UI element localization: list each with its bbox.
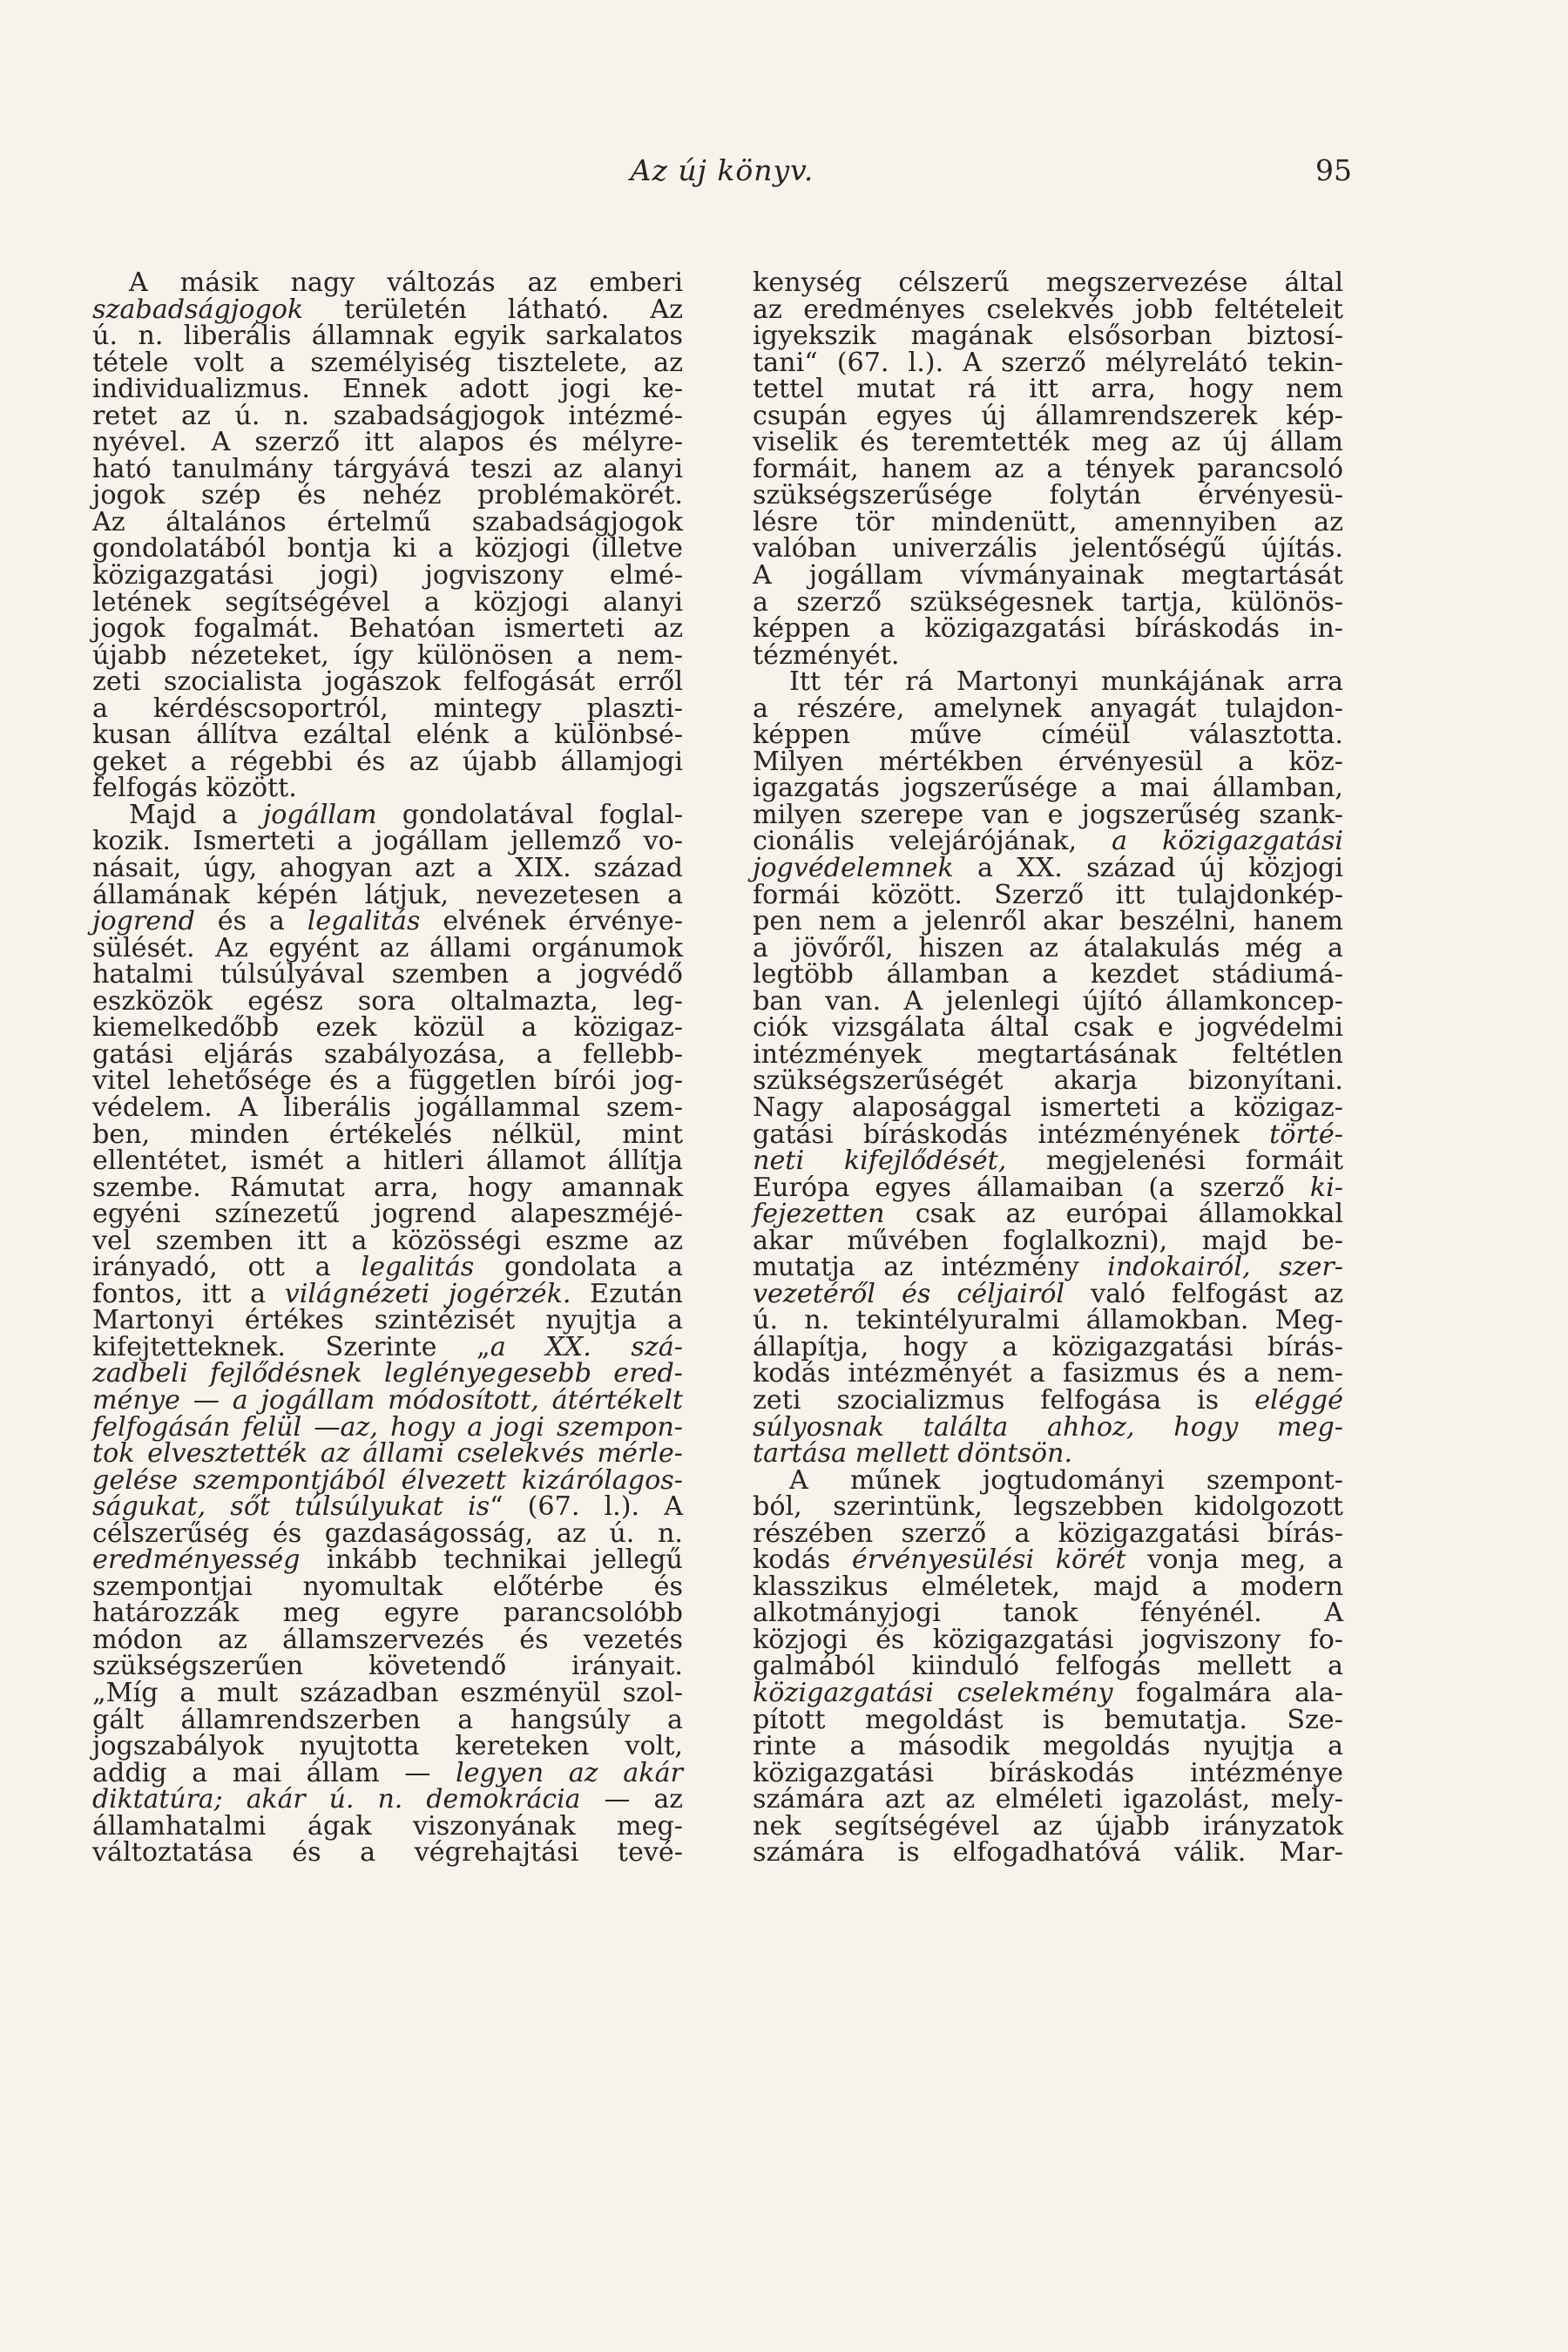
text-line bbox=[92, 855, 683, 882]
text-span: pított megoldást is bemutatja. Sze- bbox=[753, 1704, 1343, 1735]
text-line bbox=[753, 294, 1343, 325]
text-line bbox=[753, 1305, 1343, 1336]
italic-text: legyen az akár bbox=[455, 1757, 683, 1788]
italic-text: ságukat, sőt túlsúlyukat is bbox=[92, 1491, 490, 1523]
text-span: viselik és teremtették meg az új állam bbox=[753, 427, 1343, 458]
text-line bbox=[92, 722, 683, 749]
text-line bbox=[92, 453, 683, 484]
text-line bbox=[92, 1148, 683, 1175]
text-line bbox=[92, 294, 683, 325]
text-line bbox=[92, 959, 683, 990]
text-span: területén látható. Az bbox=[303, 294, 683, 325]
text-line bbox=[92, 1438, 683, 1470]
text-line bbox=[753, 560, 1343, 591]
text-line bbox=[753, 1384, 1343, 1416]
text-line bbox=[92, 400, 683, 431]
text-line bbox=[753, 1837, 1343, 1869]
text-line bbox=[92, 1600, 683, 1627]
text-line bbox=[92, 1305, 683, 1336]
text-span: gondolatával foglal- bbox=[376, 799, 683, 830]
text-line bbox=[753, 506, 1343, 537]
text-span: szembe. Rámutat arra, hogy amannak bbox=[92, 1172, 683, 1203]
text-span: államának képén látjuk, nevezetesen a bbox=[92, 879, 683, 910]
text-span: egyéni színezetű jogrend alapeszméjé- bbox=[92, 1199, 683, 1230]
text-span: védelem. A liberális jogállammal szem- bbox=[92, 1092, 683, 1123]
italic-text: zadbeli fejlődésnek leglényegesebb ered- bbox=[92, 1358, 683, 1389]
text-line bbox=[753, 533, 1343, 564]
text-span: gondolatából bontja ki a közjogi (illetve bbox=[92, 533, 683, 564]
text-line bbox=[753, 323, 1343, 350]
text-line bbox=[753, 480, 1343, 511]
text-span: Itt tér rá Martonyi munkájának arra bbox=[789, 666, 1343, 698]
text-span: ciók vizsgálata által csak e jogvédelmi bbox=[753, 1012, 1343, 1044]
text-line bbox=[92, 932, 683, 963]
text-span: A másik nagy változás az emberi bbox=[129, 267, 683, 298]
text-line bbox=[92, 1677, 683, 1708]
italic-text: diktatúra; akár ú. n. demokrácia bbox=[92, 1784, 581, 1815]
text-line bbox=[753, 1148, 1343, 1175]
text-line bbox=[753, 1012, 1343, 1044]
text-span: násait, úgy, ahogyan azt a XIX. század bbox=[92, 853, 683, 884]
text-line bbox=[92, 1092, 683, 1123]
text-span: alkotmányjogi tanok fényénél. A bbox=[753, 1598, 1343, 1629]
italic-text: ki- bbox=[1309, 1172, 1343, 1203]
right-text-column bbox=[753, 267, 1343, 1869]
text-span: ú. n. liberális államnak egyik sarkalatos bbox=[92, 321, 683, 352]
text-line bbox=[92, 1201, 683, 1228]
text-span: fontos, itt a bbox=[92, 1278, 285, 1309]
text-line bbox=[753, 1810, 1343, 1842]
text-span: tézményét. bbox=[753, 639, 900, 671]
text-span: Martonyi értékes szintézisét nyujtja a bbox=[92, 1305, 683, 1336]
text-span: való felfogást az bbox=[1064, 1278, 1343, 1309]
text-line bbox=[92, 1358, 683, 1389]
text-span: fogalmára ala- bbox=[1112, 1677, 1343, 1708]
text-line bbox=[753, 879, 1343, 910]
text-line bbox=[92, 267, 683, 298]
text-span: tettel mutat rá itt arra, hogy nem bbox=[753, 374, 1343, 405]
text-span: vonja meg, a bbox=[1125, 1544, 1343, 1576]
text-line bbox=[92, 1837, 683, 1869]
text-span: lésre tör mindenütt, amennyiben az bbox=[753, 506, 1343, 537]
text-line bbox=[753, 429, 1343, 456]
text-line bbox=[753, 932, 1343, 963]
text-line bbox=[92, 347, 683, 378]
text-span: formái között. Szerző itt tulajdonkép- bbox=[753, 879, 1343, 910]
text-span: szempontjai nyomultak előtérbe és bbox=[92, 1571, 683, 1602]
italic-text: súlyosnak találta ahhoz, hogy meg- bbox=[753, 1411, 1343, 1443]
text-span: számára is elfogadhatóvá válik. Mar- bbox=[753, 1837, 1343, 1869]
text-span: „Míg a mult században eszményül szol- bbox=[92, 1677, 683, 1708]
text-span: mutatja az intézmény bbox=[753, 1252, 1108, 1283]
italic-text: jogállam bbox=[262, 799, 377, 830]
text-line bbox=[92, 1172, 683, 1203]
text-span: tétele volt a személyiség tisztelete, az bbox=[92, 347, 683, 378]
text-span: Európa egyes államaiban (a szerző bbox=[753, 1172, 1310, 1203]
text-span: intézmények megtartásának feltétlen bbox=[753, 1038, 1343, 1070]
running-title: Az új könyv. bbox=[630, 153, 814, 187]
text-span: az eredményes cselekvés jobb feltételeit bbox=[753, 294, 1343, 325]
text-span: közigazgatási bíráskodás intézménye bbox=[753, 1757, 1343, 1788]
text-line bbox=[753, 1571, 1343, 1602]
text-line bbox=[753, 267, 1343, 298]
text-line bbox=[92, 1225, 683, 1256]
text-line bbox=[753, 828, 1343, 855]
text-line bbox=[753, 586, 1343, 618]
text-span: addig a mai állam — bbox=[92, 1757, 456, 1788]
text-line bbox=[92, 1757, 683, 1788]
text-span: valóban univerzális jelentőségű újítás. bbox=[753, 533, 1343, 564]
left-text-column bbox=[92, 267, 683, 1869]
text-line bbox=[753, 1757, 1343, 1788]
text-span: igyekszik magának elsősorban biztosí- bbox=[753, 321, 1343, 352]
text-line bbox=[753, 746, 1343, 777]
text-span: ú. n. tekintélyuralmi államokban. Meg- bbox=[753, 1305, 1343, 1336]
text-line bbox=[92, 775, 683, 802]
text-span: A jogállam vívmányainak megtartását bbox=[753, 560, 1343, 591]
text-span: Nagy alaposággal ismerteti a közigaz- bbox=[753, 1092, 1343, 1123]
italic-text: eredményesség bbox=[92, 1544, 301, 1576]
text-line bbox=[92, 1464, 683, 1496]
text-line bbox=[753, 1119, 1343, 1150]
text-line bbox=[92, 639, 683, 671]
text-span: elvének érvénye- bbox=[420, 906, 683, 937]
text-line bbox=[753, 1544, 1343, 1576]
text-span: kifejtetteknek. Szerinte „ bbox=[92, 1331, 490, 1362]
italic-text: érvényesülési körét bbox=[851, 1544, 1126, 1576]
text-span: Ezután bbox=[571, 1278, 683, 1309]
text-span: rinte a második megoldás nyujtja a bbox=[753, 1731, 1343, 1762]
italic-text: jogvédelemnek bbox=[753, 853, 954, 884]
text-line bbox=[92, 1491, 683, 1523]
text-line bbox=[753, 1172, 1343, 1203]
text-line bbox=[92, 906, 683, 937]
text-line bbox=[92, 1517, 683, 1549]
text-line bbox=[753, 722, 1343, 749]
text-line bbox=[753, 1225, 1343, 1256]
text-span: — az bbox=[580, 1784, 683, 1815]
text-line bbox=[92, 1254, 683, 1281]
text-span: kodás bbox=[753, 1544, 852, 1576]
text-line bbox=[753, 1704, 1343, 1735]
text-line bbox=[92, 506, 683, 537]
text-span: felfogás között. bbox=[92, 773, 297, 804]
text-span: nek segítségével az újabb irányzatok bbox=[753, 1810, 1343, 1842]
text-line bbox=[92, 1731, 683, 1762]
text-span: képpen a közigazgatási bíráskodás in- bbox=[753, 613, 1343, 645]
text-span: gondolata a bbox=[474, 1252, 683, 1283]
text-span: retet az ú. n. szabadságjogok intézmé- bbox=[92, 400, 683, 431]
text-span: tani“ (67. l.). A szerző mélyrelátó tekin- bbox=[753, 347, 1343, 378]
italic-text: ménye — a jogállam módosított, átértékelt bbox=[92, 1384, 683, 1416]
text-line bbox=[753, 1201, 1343, 1228]
text-span: ellentétet, ismét a hitleri államot állítja bbox=[92, 1146, 683, 1177]
text-line bbox=[92, 1704, 683, 1735]
text-span: galmából kiinduló felfogás mellett a bbox=[753, 1651, 1343, 1682]
text-line bbox=[753, 613, 1343, 645]
text-line bbox=[753, 1600, 1343, 1627]
text-line bbox=[753, 959, 1343, 990]
text-line bbox=[753, 1331, 1343, 1362]
text-line bbox=[753, 1411, 1343, 1443]
text-span: megjelenési formáit bbox=[1006, 1146, 1343, 1177]
text-span: képpen műve címéül választotta. bbox=[753, 720, 1343, 751]
text-line bbox=[753, 1624, 1343, 1655]
text-line bbox=[92, 1119, 683, 1150]
italic-text: vezetéről és céljairól bbox=[753, 1278, 1065, 1309]
text-span: vel szemben itt a közösségi eszme az bbox=[92, 1225, 683, 1256]
text-span: határozzák meg egyre parancsolóbb bbox=[92, 1598, 683, 1629]
text-span: milyen szerepe van e jogszerűség szank- bbox=[753, 799, 1343, 830]
text-span: jogok fogalmát. Behatóan ismerteti az bbox=[92, 613, 683, 645]
text-span: gatási bíráskodás intézményének bbox=[753, 1119, 1270, 1150]
text-span: szükségszerűen követendő irányait. bbox=[92, 1651, 683, 1682]
text-line bbox=[92, 879, 683, 910]
italic-text: indokairól, szer- bbox=[1107, 1252, 1343, 1283]
text-line bbox=[92, 693, 683, 724]
italic-text: felfogásán felül —az, hogy a jogi szempon- bbox=[92, 1411, 683, 1443]
text-span: pen nem a jelenről akar beszélni, hanem bbox=[753, 906, 1343, 937]
text-line bbox=[753, 1038, 1343, 1070]
text-line bbox=[92, 1571, 683, 1602]
text-span: nyével. A szerző itt alapos és mélyre- bbox=[92, 427, 683, 458]
text-span: akar művében foglalkozni), majd be- bbox=[753, 1225, 1343, 1256]
text-span: újabb nézeteket, így különösen a nem- bbox=[92, 639, 683, 671]
text-line bbox=[753, 1358, 1343, 1389]
text-span: célszerűség és gazdaságosság, az ú. n. bbox=[92, 1517, 683, 1549]
text-line bbox=[753, 1677, 1343, 1708]
text-line bbox=[92, 1784, 683, 1815]
text-line bbox=[753, 799, 1343, 830]
text-span: jogszabályok nyujtotta kereteken volt, bbox=[92, 1731, 683, 1762]
text-span: kenység célszerű megszervezése által bbox=[753, 267, 1343, 298]
text-span: geket a régebbi és az újabb államjogi bbox=[92, 746, 683, 777]
text-line bbox=[92, 799, 683, 830]
text-span: zeti szocializmus felfogása is bbox=[753, 1384, 1255, 1416]
text-span: igazgatás jogszerűsége a mai államban, bbox=[753, 773, 1343, 804]
text-line bbox=[753, 400, 1343, 431]
text-span: hatalmi túlsúlyával szemben a jogvédő bbox=[92, 959, 683, 990]
text-span: és a bbox=[194, 906, 308, 937]
text-line bbox=[753, 1653, 1343, 1680]
text-line bbox=[92, 533, 683, 564]
text-span: jogok szép és nehéz problémakörét. bbox=[92, 480, 683, 511]
text-span: “ (67. l.). A bbox=[490, 1491, 683, 1523]
text-line bbox=[753, 693, 1343, 724]
text-span: csupán egyes új államrendszerek kép- bbox=[753, 400, 1343, 431]
text-span: kusan állítva ezáltal elénk a különbsé- bbox=[92, 720, 683, 751]
text-line bbox=[753, 1464, 1343, 1496]
italic-text: közigazgatási cselekmény bbox=[753, 1677, 1113, 1708]
text-span: zeti szocialista jogászok felfogását erről bbox=[92, 666, 683, 698]
text-span: a részére, amelynek anyagát tulajdon- bbox=[753, 693, 1343, 724]
text-line bbox=[753, 453, 1343, 484]
text-line bbox=[753, 985, 1343, 1017]
text-line bbox=[753, 666, 1343, 698]
text-line bbox=[753, 1731, 1343, 1762]
italic-text: világnézeti jogérzék. bbox=[284, 1278, 571, 1309]
text-line bbox=[92, 586, 683, 618]
text-span: szükségszerűségét akarja bizonyítani. bbox=[753, 1065, 1343, 1097]
text-span: A műnek jogtudományi szempont- bbox=[789, 1464, 1343, 1496]
text-line bbox=[92, 480, 683, 511]
text-line bbox=[92, 1653, 683, 1680]
text-span: közigazgatási jogi) jogviszony elmé- bbox=[92, 560, 683, 591]
text-span: cionális velejárójának, bbox=[753, 826, 1112, 857]
italic-text: a közigazgatási bbox=[1112, 826, 1343, 857]
text-span: letének segítségével a közjogi alanyi bbox=[92, 586, 683, 618]
italic-text: jogrend bbox=[92, 906, 195, 937]
text-span: gatási eljárás szabályozása, a fellebb- bbox=[92, 1038, 683, 1070]
text-span: gált államrendszerben a hangsúly a bbox=[92, 1704, 683, 1735]
text-line bbox=[753, 906, 1343, 937]
text-line bbox=[753, 1278, 1343, 1309]
text-line bbox=[92, 560, 683, 591]
text-line bbox=[92, 1624, 683, 1655]
text-line bbox=[92, 1411, 683, 1443]
text-line bbox=[92, 1065, 683, 1097]
text-line bbox=[92, 666, 683, 698]
text-line bbox=[92, 1810, 683, 1842]
text-span: ben, minden értékelés nélkül, mint bbox=[92, 1119, 683, 1150]
text-span: sülését. Az egyént az állami orgánumok bbox=[92, 932, 683, 963]
italic-text: a XX. szá- bbox=[490, 1331, 683, 1362]
text-span: kodás intézményét a fasizmus és a nem- bbox=[753, 1358, 1343, 1389]
italic-text: szabadságjogok bbox=[92, 294, 304, 325]
text-span: inkább technikai jellegű bbox=[300, 1544, 683, 1576]
text-line bbox=[753, 1517, 1343, 1549]
text-span: csak az európai államokkal bbox=[884, 1199, 1343, 1230]
italic-text: neti kifejlődését, bbox=[753, 1146, 1007, 1177]
text-span: Az általános értelmű szabadságjogok bbox=[92, 506, 683, 537]
text-span: részében szerző a közigazgatási bírás- bbox=[753, 1517, 1343, 1549]
text-span: kozik. Ismerteti a jogállam jellemző vo- bbox=[92, 826, 683, 857]
text-line bbox=[753, 775, 1343, 802]
text-span: ban van. A jelenlegi újító államkoncep- bbox=[753, 985, 1343, 1017]
text-line bbox=[92, 376, 683, 403]
text-line bbox=[753, 639, 1343, 671]
text-line bbox=[753, 1254, 1343, 1281]
text-span: módon az államszervezés és vezetés bbox=[92, 1624, 683, 1655]
text-span: vitel lehetősége és a független bírói jog- bbox=[92, 1065, 683, 1097]
text-line bbox=[92, 1278, 683, 1309]
text-span: közjogi és közigazgatási jogviszony fo- bbox=[753, 1624, 1343, 1655]
text-line bbox=[92, 1012, 683, 1044]
text-line bbox=[92, 323, 683, 350]
text-span: szükségszerűsége folytán érvényesü- bbox=[753, 480, 1343, 511]
page-header bbox=[92, 153, 1352, 195]
text-span: ható tanulmány tárgyává teszi az alanyi bbox=[92, 453, 683, 484]
text-span: Milyen mértékben érvényesül a köz- bbox=[753, 746, 1343, 777]
text-line bbox=[753, 1491, 1343, 1523]
italic-text: tok elvesztették az állami cselekvés mérle- bbox=[92, 1438, 683, 1470]
text-line bbox=[92, 1544, 683, 1576]
text-line bbox=[753, 376, 1343, 403]
text-span: legtöbb államban a kezdet stádiumá- bbox=[753, 959, 1343, 990]
text-line bbox=[92, 429, 683, 456]
text-span: irányadó, ott a bbox=[92, 1252, 362, 1283]
text-line bbox=[753, 1784, 1343, 1815]
text-span: államhatalmi ágak viszonyának meg- bbox=[92, 1810, 683, 1842]
text-line bbox=[753, 1438, 1343, 1470]
italic-text: gelése szempontjából élvezett kizárólagos- bbox=[92, 1464, 683, 1496]
text-line bbox=[753, 1065, 1343, 1097]
italic-text: tartása mellett döntsön. bbox=[753, 1438, 1073, 1470]
page-number: 95 bbox=[1315, 153, 1352, 187]
text-span: ból, szerintünk, legszebben kidolgozott bbox=[753, 1491, 1343, 1523]
text-line bbox=[753, 1092, 1343, 1123]
italic-text: legalitás bbox=[361, 1252, 475, 1283]
text-span: eszközök egész sora oltalmazta, leg- bbox=[92, 985, 683, 1017]
italic-text: legalitás bbox=[307, 906, 421, 937]
text-line bbox=[92, 828, 683, 855]
text-line bbox=[92, 1038, 683, 1070]
text-span: számára azt az elméleti igazolást, mely- bbox=[753, 1784, 1343, 1815]
italic-text: eléggé bbox=[1254, 1384, 1343, 1416]
text-line bbox=[92, 1384, 683, 1416]
text-line bbox=[92, 746, 683, 777]
text-line bbox=[92, 613, 683, 645]
text-line bbox=[92, 1331, 683, 1362]
text-span: a szerző szükségesnek tartja, különös- bbox=[753, 586, 1343, 618]
text-line bbox=[753, 855, 1343, 882]
text-span: klasszikus elméletek, majd a modern bbox=[753, 1571, 1343, 1602]
text-span: a kérdéscsoportról, mintegy plaszti- bbox=[92, 693, 683, 724]
italic-text: törté- bbox=[1269, 1119, 1343, 1150]
text-span: a jövőről, hiszen az átalakulás még a bbox=[753, 932, 1343, 963]
text-line bbox=[92, 985, 683, 1017]
text-span: formáit, hanem az a tények parancsoló bbox=[753, 453, 1343, 484]
text-line bbox=[753, 347, 1343, 378]
text-span: állapítja, hogy a közigazgatási bírás- bbox=[753, 1331, 1343, 1362]
text-span: individualizmus. Ennek adott jogi ke- bbox=[92, 374, 683, 405]
text-span: Majd a bbox=[129, 799, 263, 830]
text-span: kiemelkedőbb ezek közül a közigaz- bbox=[92, 1012, 683, 1044]
text-span: a XX. század új közjogi bbox=[953, 853, 1343, 884]
text-span: változtatása és a végrehajtási tevé- bbox=[92, 1837, 683, 1869]
italic-text: fejezetten bbox=[753, 1199, 885, 1230]
